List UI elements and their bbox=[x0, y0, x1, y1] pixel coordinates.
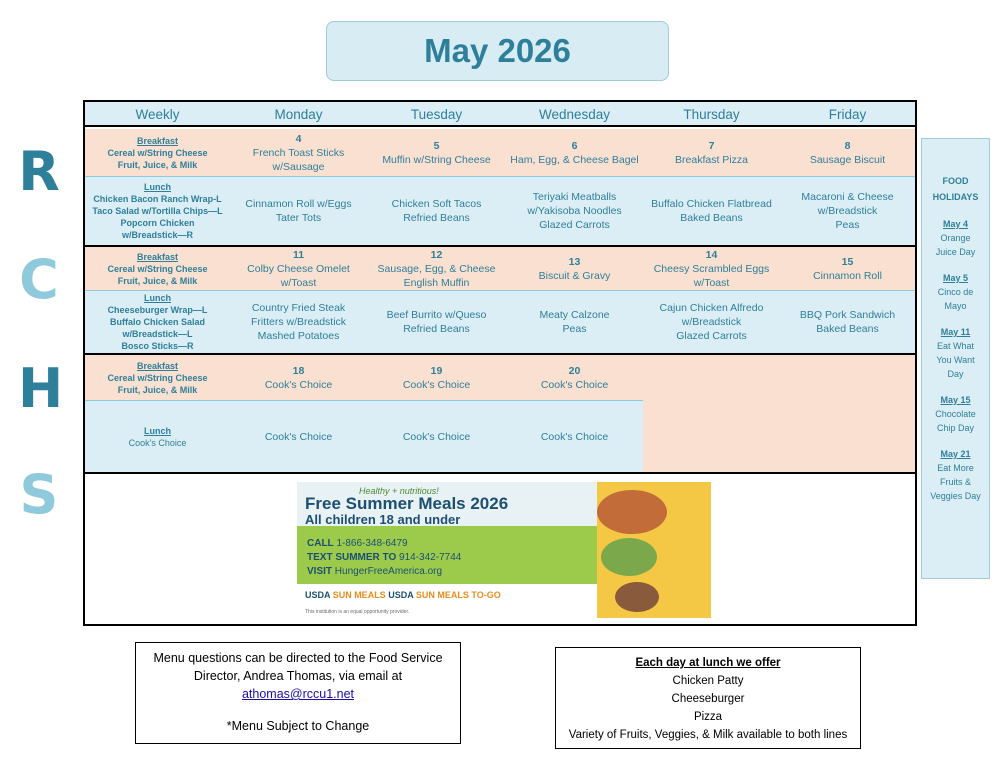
day-cell bbox=[506, 291, 643, 353]
menu-item: Baked Beans bbox=[816, 323, 879, 335]
menu-item: Macaroni & Cheese bbox=[801, 191, 894, 203]
weekly-breakfast-line: Fruit, Juice, & Milk bbox=[117, 275, 198, 286]
menu-item: Ham, Egg, & Cheese Bagel bbox=[510, 153, 639, 166]
day-cell bbox=[367, 401, 506, 472]
menu-item: Colby Cheese Omelet bbox=[247, 262, 350, 275]
weekly-lunch-line: Bosco Sticks—R bbox=[121, 341, 194, 351]
weekly-breakfast-line: Cereal w/String Cheese bbox=[107, 372, 208, 383]
day-cell bbox=[367, 291, 506, 353]
day-cell bbox=[506, 129, 643, 176]
menu-item: Baked Beans bbox=[680, 212, 743, 224]
empty-cell bbox=[643, 400, 915, 472]
sun-meals-to-go-logo: SUN MEALS TO-GO bbox=[415, 590, 501, 600]
menu-item: Cinnamon Roll w/Eggs bbox=[245, 198, 352, 210]
weekly-lunch-line: Taco Salad w/Tortilla Chips—L bbox=[92, 206, 223, 216]
menu-item: BBQ Pork Sandwich bbox=[799, 309, 896, 321]
banner-title: Free Summer Meals 2026 bbox=[305, 494, 509, 513]
daily-offer-item: Chicken Patty bbox=[672, 675, 744, 687]
weekly-breakfast-line: Cereal w/String Cheese bbox=[107, 263, 208, 274]
week2-weekly-lunch bbox=[85, 291, 230, 353]
day-cell bbox=[506, 247, 643, 290]
weekly-lunch-line: Cook's Choice bbox=[128, 437, 187, 448]
daily-offer-title: Each day at lunch we offer bbox=[635, 657, 781, 669]
text-value: 914-342-7744 bbox=[399, 552, 462, 563]
menu-item: Cajun Chicken Alfredo bbox=[659, 302, 764, 314]
title-line: FOOD bbox=[942, 176, 969, 186]
food-holidays-panel bbox=[921, 138, 990, 579]
holiday-text: Eat More bbox=[937, 463, 974, 473]
side-letter-r: R bbox=[18, 140, 60, 203]
menu-item: Refried Beans bbox=[403, 212, 470, 224]
call-label: CALL bbox=[307, 538, 334, 549]
lunch-label: Lunch bbox=[144, 293, 171, 303]
banner-footnote: This institution is an equal opportunity provider. bbox=[305, 609, 410, 615]
day-number: 20 bbox=[568, 364, 581, 377]
menu-item: Cook's Choice bbox=[540, 430, 609, 443]
holiday-text: Orange bbox=[940, 233, 971, 243]
holiday-text: Juice Day bbox=[935, 247, 976, 257]
day-cell bbox=[230, 247, 367, 290]
weekly-breakfast-line: Fruit, Juice, & Milk bbox=[117, 384, 198, 395]
menu-item: Cook's Choice bbox=[264, 378, 333, 391]
day-cell bbox=[367, 247, 506, 290]
banner-subtitle: All children 18 and under bbox=[305, 512, 461, 527]
day-cell bbox=[230, 401, 367, 472]
summer-meals-banner bbox=[297, 482, 711, 618]
day-number: 4 bbox=[295, 132, 302, 145]
header-tuesday: Tuesday bbox=[410, 107, 463, 122]
food-holidays-title bbox=[922, 173, 989, 205]
daily-offer-item: Variety of Fruits, Veggies, & Milk available to both lines bbox=[568, 729, 848, 741]
day-cell bbox=[780, 177, 915, 245]
header-thursday: Thursday bbox=[683, 107, 740, 122]
breakfast-label: Breakfast bbox=[136, 251, 179, 262]
menu-item: Fritters w/Breadstick bbox=[250, 316, 347, 328]
day-number: 5 bbox=[433, 139, 440, 152]
week3-weekly-breakfast bbox=[85, 355, 230, 400]
holiday-item bbox=[922, 447, 989, 503]
menu-item: Meaty Calzone bbox=[539, 309, 610, 321]
week3-lunch-row bbox=[85, 400, 643, 472]
menu-item: Sausage Biscuit bbox=[809, 153, 886, 166]
menu-item: Glazed Carrots bbox=[539, 219, 610, 231]
week2-lunch-row bbox=[85, 290, 915, 353]
holiday-date: May 15 bbox=[940, 395, 971, 405]
holiday-text: Chocolate bbox=[935, 409, 976, 419]
day-cell bbox=[780, 247, 915, 290]
holiday-date: May 4 bbox=[942, 219, 968, 229]
holiday-text: Eat What bbox=[936, 341, 974, 351]
menu-item: French Toast Sticks bbox=[252, 146, 345, 159]
weekly-lunch-line: Cheeseburger Wrap—L bbox=[107, 305, 208, 315]
menu-item: Cheesy Scrambled Eggs bbox=[653, 262, 770, 275]
call-value: 1-866-348-6479 bbox=[336, 538, 408, 549]
holiday-text: Cinco de bbox=[937, 287, 974, 297]
day-cell bbox=[367, 129, 506, 176]
contact-text: Menu questions can be directed to the Food Service bbox=[153, 651, 443, 665]
holiday-item bbox=[922, 393, 989, 435]
banner-logos bbox=[305, 590, 501, 600]
holiday-item bbox=[922, 325, 989, 381]
header-monday: Monday bbox=[274, 107, 323, 122]
holiday-date: May 11 bbox=[940, 327, 971, 337]
holiday-date: May 5 bbox=[942, 273, 968, 283]
holiday-item bbox=[922, 271, 989, 313]
menu-item: Muffin w/String Cheese bbox=[382, 153, 491, 166]
holiday-text: Fruits & bbox=[939, 477, 971, 487]
banner-text bbox=[307, 552, 461, 563]
weekly-lunch-line: Chicken Bacon Ranch Wrap-L bbox=[93, 194, 222, 204]
day-cell bbox=[643, 291, 780, 353]
holiday-text: Veggies Day bbox=[930, 491, 981, 501]
menu-item: Cook's Choice bbox=[402, 378, 471, 391]
daily-offer-item: Cheeseburger bbox=[671, 693, 745, 705]
usda-logo: USDA bbox=[388, 590, 414, 600]
weekly-lunch-line: Popcorn Chicken bbox=[120, 218, 195, 228]
food-photo bbox=[601, 538, 657, 576]
day-number: 7 bbox=[708, 139, 715, 152]
menu-item: Buffalo Chicken Flatbread bbox=[651, 198, 772, 210]
kids-photo bbox=[597, 490, 667, 534]
day-cell bbox=[230, 177, 367, 245]
menu-calendar bbox=[83, 100, 917, 626]
menu-item: w/Breadstick bbox=[817, 205, 878, 217]
menu-item: w/Breadstick bbox=[681, 316, 742, 328]
day-number: 11 bbox=[292, 248, 305, 261]
page-title: May 2026 bbox=[424, 32, 571, 69]
holiday-text: You Want bbox=[936, 355, 975, 365]
day-cell bbox=[230, 129, 367, 176]
side-letter-h: H bbox=[18, 357, 64, 420]
week1-lunch-row bbox=[85, 176, 915, 245]
weekly-breakfast-line: Fruit, Juice, & Milk bbox=[117, 159, 198, 170]
weekly-lunch-line: Buffalo Chicken Salad bbox=[109, 317, 206, 327]
menu-item: Cook's Choice bbox=[540, 378, 609, 391]
week3-breakfast-row bbox=[85, 353, 915, 400]
day-number: 19 bbox=[430, 364, 443, 377]
menu-item: Chicken Soft Tacos bbox=[391, 198, 482, 210]
menu-item: Glazed Carrots bbox=[676, 330, 747, 342]
week1-breakfast-row bbox=[85, 129, 915, 176]
weekly-breakfast-line: Cereal w/String Cheese bbox=[107, 147, 208, 158]
weekly-lunch-line: w/Breadstick—L bbox=[122, 329, 193, 339]
day-cell bbox=[643, 247, 780, 290]
lunch-label: Lunch bbox=[144, 425, 171, 436]
title-box bbox=[326, 21, 669, 81]
menu-item: Tater Tots bbox=[275, 212, 322, 224]
day-cell bbox=[367, 177, 506, 245]
day-cell bbox=[367, 355, 506, 400]
text-label: TEXT SUMMER TO bbox=[307, 552, 397, 563]
banner-tagline: Healthy + nutritious! bbox=[359, 486, 439, 496]
menu-item: w/Toast bbox=[693, 276, 730, 289]
day-number: 14 bbox=[705, 248, 718, 261]
day-cell bbox=[643, 177, 780, 245]
day-cell bbox=[780, 129, 915, 176]
day-number: 15 bbox=[841, 255, 854, 268]
menu-item: Teriyaki Meatballs bbox=[532, 191, 617, 203]
holiday-text: Chip Day bbox=[936, 423, 974, 433]
contact-box bbox=[135, 642, 461, 744]
lunch-label: Lunch bbox=[144, 182, 171, 192]
day-cell bbox=[780, 291, 915, 353]
holiday-item bbox=[922, 217, 989, 259]
day-cell bbox=[230, 291, 367, 353]
day-cell bbox=[230, 355, 367, 400]
menu-item: Cook's Choice bbox=[264, 430, 333, 443]
side-letter-s: S bbox=[19, 463, 59, 526]
day-cell bbox=[506, 177, 643, 245]
header-row bbox=[85, 102, 915, 127]
menu-item: Peas bbox=[562, 323, 587, 335]
weekly-lunch-line: w/Breadstick—R bbox=[121, 230, 194, 240]
child-photo bbox=[615, 582, 659, 612]
holiday-date: May 21 bbox=[940, 449, 971, 459]
holiday-text: Mayo bbox=[944, 301, 967, 311]
visit-label: VISIT bbox=[307, 566, 333, 577]
breakfast-label: Breakfast bbox=[136, 360, 179, 371]
menu-item: Sausage, Egg, & Cheese bbox=[377, 262, 496, 275]
email-link[interactable]: athomas@rccu1.net bbox=[241, 687, 355, 701]
visit-value: HungerFreeAmerica.org bbox=[334, 566, 443, 577]
day-number: 12 bbox=[430, 248, 443, 261]
week2-breakfast-row bbox=[85, 245, 915, 290]
day-number: 18 bbox=[292, 364, 305, 377]
day-cell bbox=[506, 355, 643, 400]
menu-item: Refried Beans bbox=[403, 323, 470, 335]
side-letter-c: C bbox=[19, 248, 59, 311]
menu-item: w/Sausage bbox=[272, 160, 325, 173]
usda-logo: USDA bbox=[305, 590, 331, 600]
day-number: 6 bbox=[571, 139, 578, 152]
menu-item: Cinnamon Roll bbox=[813, 269, 882, 282]
week2-weekly-breakfast bbox=[85, 247, 230, 290]
header-weekly: Weekly bbox=[135, 107, 180, 122]
header-wednesday: Wednesday bbox=[538, 107, 611, 122]
breakfast-label: Breakfast bbox=[136, 135, 179, 146]
day-cell bbox=[643, 129, 780, 176]
menu-item: w/Yakisoba Noodles bbox=[527, 205, 622, 217]
header-friday: Friday bbox=[828, 107, 867, 122]
daily-offer-item: Pizza bbox=[693, 711, 723, 723]
week1-weekly-breakfast bbox=[85, 129, 230, 176]
menu-item: Cook's Choice bbox=[402, 430, 471, 443]
menu-item: Mashed Potatoes bbox=[257, 330, 340, 342]
menu-note: *Menu Subject to Change bbox=[226, 719, 370, 733]
day-number: 13 bbox=[568, 255, 581, 268]
menu-item: Beef Burrito w/Queso bbox=[386, 309, 487, 321]
banner-visit bbox=[307, 566, 442, 577]
week3-weekly-lunch bbox=[85, 401, 230, 472]
menu-item: w/Toast bbox=[280, 276, 317, 289]
holiday-text: Day bbox=[947, 369, 964, 379]
day-cell bbox=[506, 401, 643, 472]
banner-call bbox=[307, 538, 408, 549]
menu-item: Biscuit & Gravy bbox=[538, 269, 611, 282]
menu-item: English Muffin bbox=[403, 276, 470, 289]
title-line: HOLIDAYS bbox=[932, 192, 979, 202]
menu-item: Peas bbox=[835, 219, 860, 231]
day-number: 8 bbox=[844, 139, 851, 152]
menu-item: Country Fried Steak bbox=[251, 302, 346, 314]
sun-meals-logo: SUN MEALS bbox=[332, 590, 386, 600]
week1-weekly-lunch bbox=[85, 177, 230, 245]
contact-text: Director, Andrea Thomas, via email at bbox=[193, 669, 403, 683]
daily-offer-box bbox=[555, 647, 861, 749]
menu-item: Breakfast Pizza bbox=[675, 153, 748, 166]
